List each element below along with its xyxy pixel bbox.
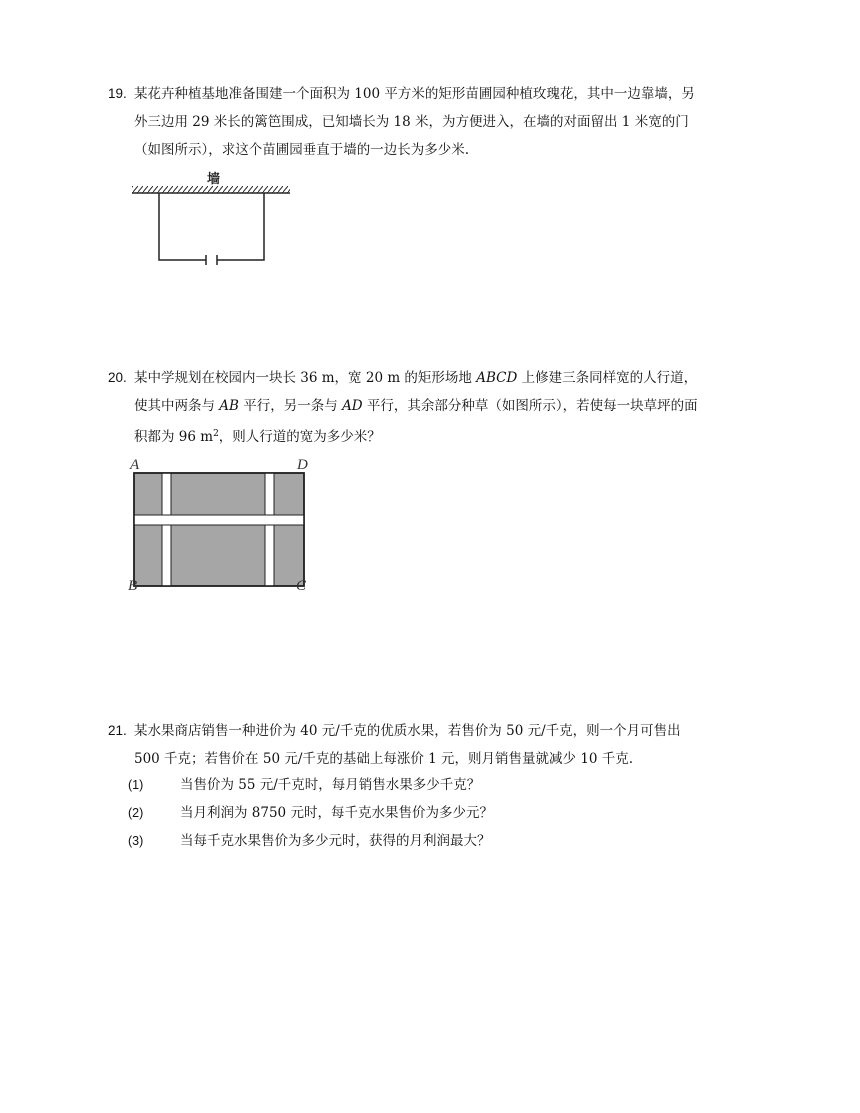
sub-question: [108, 827, 768, 855]
sub-question-text: 当月利润为 8750 元时，每千克水果售价为多少元？: [180, 805, 493, 821]
field-rect: [134, 473, 304, 586]
question-text-line: 使其中两条与 AB 平行，另一条与 AD 平行，其余部分种草（如图所示），若使每一块草坪的面: [134, 398, 698, 414]
question-21: [108, 717, 768, 773]
question-text-line: 某中学规划在校园内一块长 36 m，宽 20 m 的矩形场地 ABCD 上修建三条同样宽的人行道，: [134, 370, 698, 386]
question-number: 20.: [108, 370, 127, 385]
question-text-line: 积都为 96 $m^2$，则人行道的宽为多少米？: [134, 429, 381, 445]
wall-hatching: [132, 186, 290, 193]
vertex-label-a: A: [130, 457, 140, 473]
sub-question-label: (2): [128, 806, 144, 820]
sub-question-text: 当售价为 55 元/千克时，每月销售水果多少千克？: [180, 777, 481, 793]
vertex-label-b: B: [128, 578, 138, 594]
wall-label: 墙: [207, 171, 221, 186]
sub-question: [108, 771, 768, 799]
sub-question-label: (1): [128, 778, 144, 792]
field-figure: [126, 452, 318, 594]
fence-left: [159, 193, 206, 260]
question-20: [108, 364, 768, 451]
sub-question-text: 当每千克水果售价为多少元时，获得的月利润最大？: [180, 833, 491, 849]
question-text-line: 某水果商店销售一种进价为 40 元/千克的优质水果，若售价为 50 元/千克，则一个月可售出: [134, 723, 681, 739]
question-text-line: 某花卉种植基地准备围建一个面积为 100 平方米的矩形苗圃园种植玫瑰花，其中一边靠墙，另: [134, 86, 695, 102]
nursery-figure: [128, 168, 298, 268]
question-text-line: （如图所示），求这个苗圃园垂直于墙的一边长为多少米.: [134, 142, 470, 158]
question-text-line: 500 千克；若售价在 50 元/千克的基础上每涨价 1 元，则月销售量就减少 10 千克.: [134, 751, 634, 767]
question-text-line: 外三边用 29 米长的篱笆围成，已知墙长为 18 米，为方便进入，在墙的对面留出 1 米宽的门: [134, 114, 689, 130]
sub-questions: [108, 771, 768, 855]
sub-question: [108, 799, 768, 827]
question-number: 21.: [108, 723, 127, 738]
question-19: [108, 80, 768, 164]
vertex-label-d: D: [297, 457, 308, 473]
path-vertical-left: [162, 473, 171, 586]
question-number: 19.: [108, 86, 127, 101]
vertex-label-c: C: [296, 578, 307, 594]
path-vertical-right: [265, 473, 274, 586]
fence-right: [217, 193, 264, 260]
sub-question-label: (3): [128, 834, 144, 848]
